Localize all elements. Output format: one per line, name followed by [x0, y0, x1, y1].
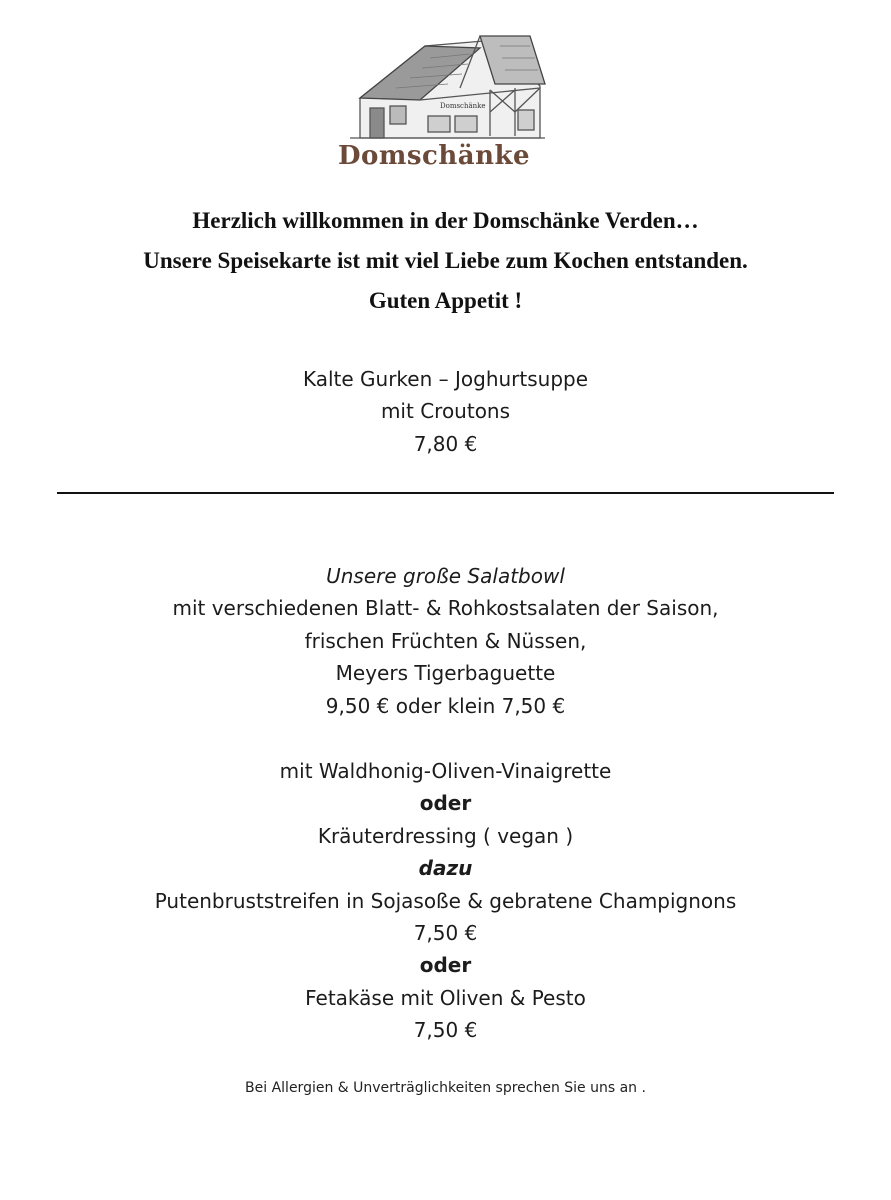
welcome-text	[0, 201, 891, 321]
soup-item	[0, 363, 891, 460]
salad-item	[0, 560, 891, 722]
addon-option-2-price: 7,50 €	[413, 1018, 478, 1043]
sign-text: Domschänke	[440, 102, 486, 110]
addon-label: dazu	[418, 856, 473, 881]
soup-name: Kalte Gurken – Joghurtsuppe	[302, 367, 589, 391]
dressing-option-1: mit Waldhonig-Oliven-Vinaigrette	[279, 759, 612, 783]
salad-description-1: mit verschiedenen Blatt- & Rohkostsalaten der Saison,	[172, 596, 719, 621]
salad-description-3: Meyers Tigerbaguette	[335, 661, 556, 686]
soup-price: 7,80 €	[413, 431, 478, 456]
addon-option-2: Fetakäse mit Oliven & Pesto	[305, 985, 586, 1010]
welcome-line-3: Guten Appetit !	[368, 288, 523, 313]
addon-option-1: Putenbruststreifen in Sojasoße & gebratene Champignons	[154, 888, 737, 913]
or-separator-2: oder	[419, 953, 472, 978]
soup-description: mit Croutons	[380, 399, 511, 424]
section-divider	[57, 492, 834, 494]
welcome-line-1: Herzlich willkommen in der Domschänke Verden…	[192, 208, 699, 233]
dressing-option-2: Kräuterdressing ( vegan )	[317, 823, 574, 848]
salad-price: 9,50 € oder klein 7,50 €	[325, 693, 566, 718]
addon-option-1-price: 7,50 €	[413, 920, 478, 945]
allergy-note: Bei Allergien & Unverträglichkeiten sprechen Sie uns an .	[245, 1080, 646, 1096]
dressing-options	[0, 755, 891, 1047]
house-sketch-icon	[330, 28, 562, 176]
or-separator-1: oder	[419, 791, 472, 816]
logo-wordmark: Domschänke	[338, 141, 531, 171]
salad-description-2: frischen Früchten & Nüssen,	[304, 628, 587, 653]
restaurant-logo	[330, 28, 562, 176]
salad-title: Unsere große Salatbowl	[326, 564, 565, 588]
welcome-line-2: Unsere Speisekarte ist mit viel Liebe zum Kochen entstanden.	[143, 248, 748, 273]
